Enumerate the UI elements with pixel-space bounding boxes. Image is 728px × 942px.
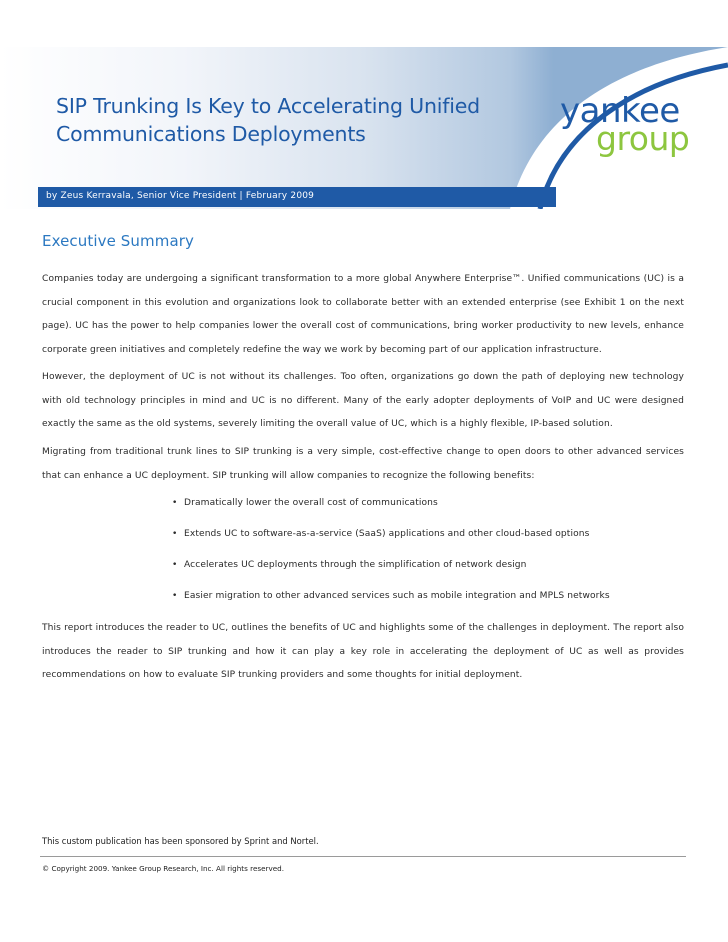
- paragraph-challenges: However, the deployment of UC is not without its challenges. Too often, organizations go down the path of deploying new technology with old technology principles in mind and UC is no different. Many of the early adopter deployments of VoIP and UC were designed exactly the same as the old systems, severely limiting the overall value of UC, which is a highly flexible, IP-based solution.: [42, 372, 684, 429]
- copyright-notice: © Copyright 2009. Yankee Group Research, Inc. All rights reserved.: [42, 864, 285, 873]
- benefit-item: [172, 529, 610, 560]
- footer-divider: [40, 856, 686, 857]
- document-title: SIP Trunking Is Key to Accelerating Unified Communications Deployments: [56, 94, 480, 146]
- bullet-icon: •: [172, 529, 178, 539]
- bullet-icon: •: [172, 591, 178, 601]
- paragraph-sip-trunking: Migrating from traditional trunk lines to SIP trunking is a very simple, cost-effective change to open doors to other advanced services that can enhance a UC deployment. SIP trunking will allow companies to recognize the following benefits:: [42, 447, 684, 481]
- paragraph-report-overview: This report introduces the reader to UC, outlines the benefits of UC and highlights some of the challenges in deployment. The report also introduces the reader to SIP trunking and how it can play a key role in accelerating the deployment of UC as well as provides recommendations on how to evaluate SIP trunking providers and some thoughts for initial deployment.: [42, 623, 684, 680]
- benefit-text: Extends UC to software-as-a-service (SaaS) applications and other cloud-based options: [184, 529, 590, 539]
- logo-word-group: group: [596, 119, 690, 158]
- benefit-text: Dramatically lower the overall cost of communications: [184, 498, 438, 508]
- logo-word-yankee: yankee: [560, 91, 680, 131]
- bullet-icon: •: [172, 560, 178, 570]
- benefits-list: [172, 498, 610, 622]
- section-heading-executive-summary: Executive Summary: [42, 232, 194, 250]
- benefit-text: Accelerates UC deployments through the simplification of network design: [184, 560, 527, 570]
- benefit-text: Easier migration to other advanced services such as mobile integration and MPLS networks: [184, 591, 610, 601]
- paragraph-intro: Companies today are undergoing a significant transformation to a more global Anywhere Enterprise™. Unified communications (UC) is a crucial component in this evolution and organizations look to collaborate better with an extended enterprise (see Exhibit 1 on the next page). UC has the power to help companies lower the overall cost of communications, bring worker productivity to new levels, enhance corporate green initiatives and completely redefine the way we work by becoming part of our application infrastructure.: [42, 274, 684, 355]
- sponsor-note: This custom publication has been sponsored by Sprint and Nortel.: [42, 836, 319, 846]
- bullet-icon: •: [172, 498, 178, 508]
- yankee-group-logo: [560, 91, 690, 165]
- byline: by Zeus Kerravala, Senior Vice President | February 2009: [46, 191, 315, 201]
- benefit-item: [172, 498, 610, 529]
- benefit-item: [172, 560, 610, 591]
